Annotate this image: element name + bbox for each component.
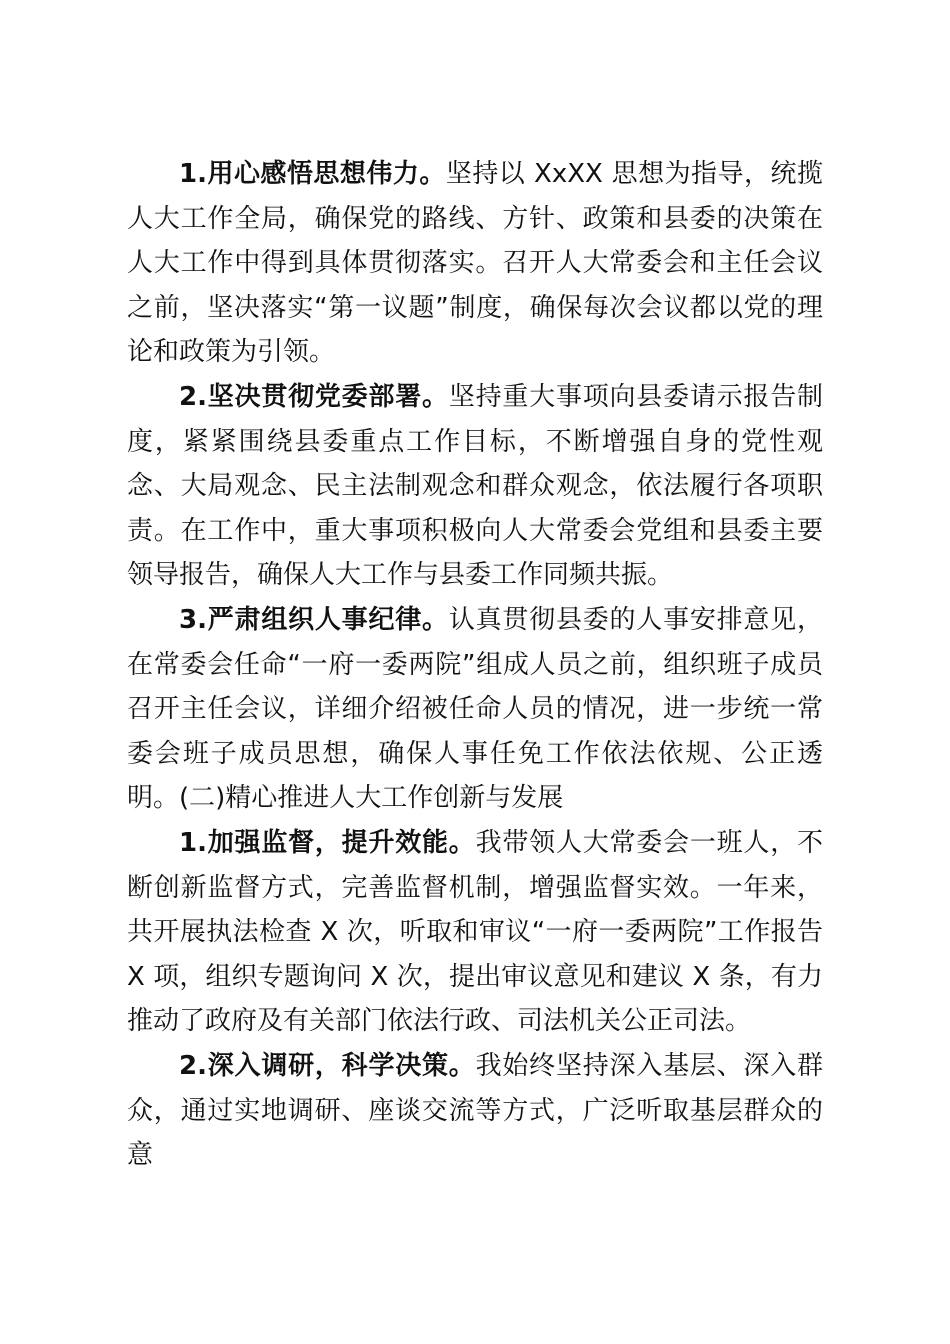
- paragraph-body: 认真贯彻县委的人事安排意见，在常委会任命“一府一委两院”组成人员之前，组织班子成员召开主任会议，详细介绍被任命人员的情况，进一步统一常委会班子成员思想，确保人事任免工作依法依规、公正透明。: [127, 605, 823, 814]
- paragraph-lead: 3.严肃组织人事纪律。: [179, 605, 449, 635]
- paragraph-body: 我带领人大常委会一班人，不断创新监督方式，完善监督机制，增强监督实效。一年来，共开展执法检查 X 次，听取和审议“一府一委两院”工作报告 X 项，组织专题询问 X 次，提出审议意见和建议 X 条，有力推动了政府及有关部门依法行政、司法机关公正司法。: [127, 828, 823, 1037]
- paragraph-body: 坚持以 XxXX 思想为指导，统揽人大工作全局，确保党的路线、方针、政策和县委的决策在人大工作中得到具体贯彻落实。召开人大常委会和主任会议之前，坚决落实“第一议题”制度，确保每次会议都以党的理论和政策为引领。: [127, 159, 824, 368]
- paragraph-1: [127, 152, 823, 375]
- paragraph-lead: 2.坚决贯彻党委部署。: [179, 382, 449, 412]
- document-page: [127, 152, 823, 1178]
- paragraph-body: 我始终坚持深入基层、深入群众，通过实地调研、座谈交流等方式，广泛听取基层群众的意: [127, 1051, 823, 1171]
- paragraph-lead: 2.深入调研，科学决策。: [179, 1051, 476, 1081]
- paragraph-body: 坚持重大事项向县委请示报告制度，紧紧围绕县委重点工作目标，不断增强自身的党性观念、大局观念、民主法制观念和群众观念，依法履行各项职责。在工作中，重大事项积极向人大常委会党组和县委主要领导报告，确保人大工作与县委工作同频共振。: [127, 382, 823, 591]
- paragraph-2: [127, 375, 823, 598]
- paragraph-5: [127, 1044, 823, 1178]
- paragraph-lead: 1.用心感悟思想伟力。: [179, 159, 446, 189]
- section-heading: (二)精心推进人大工作创新与发展: [179, 783, 564, 813]
- paragraph-4: [127, 821, 823, 1044]
- paragraph-lead: 1.加强监督，提升效能。: [179, 828, 476, 858]
